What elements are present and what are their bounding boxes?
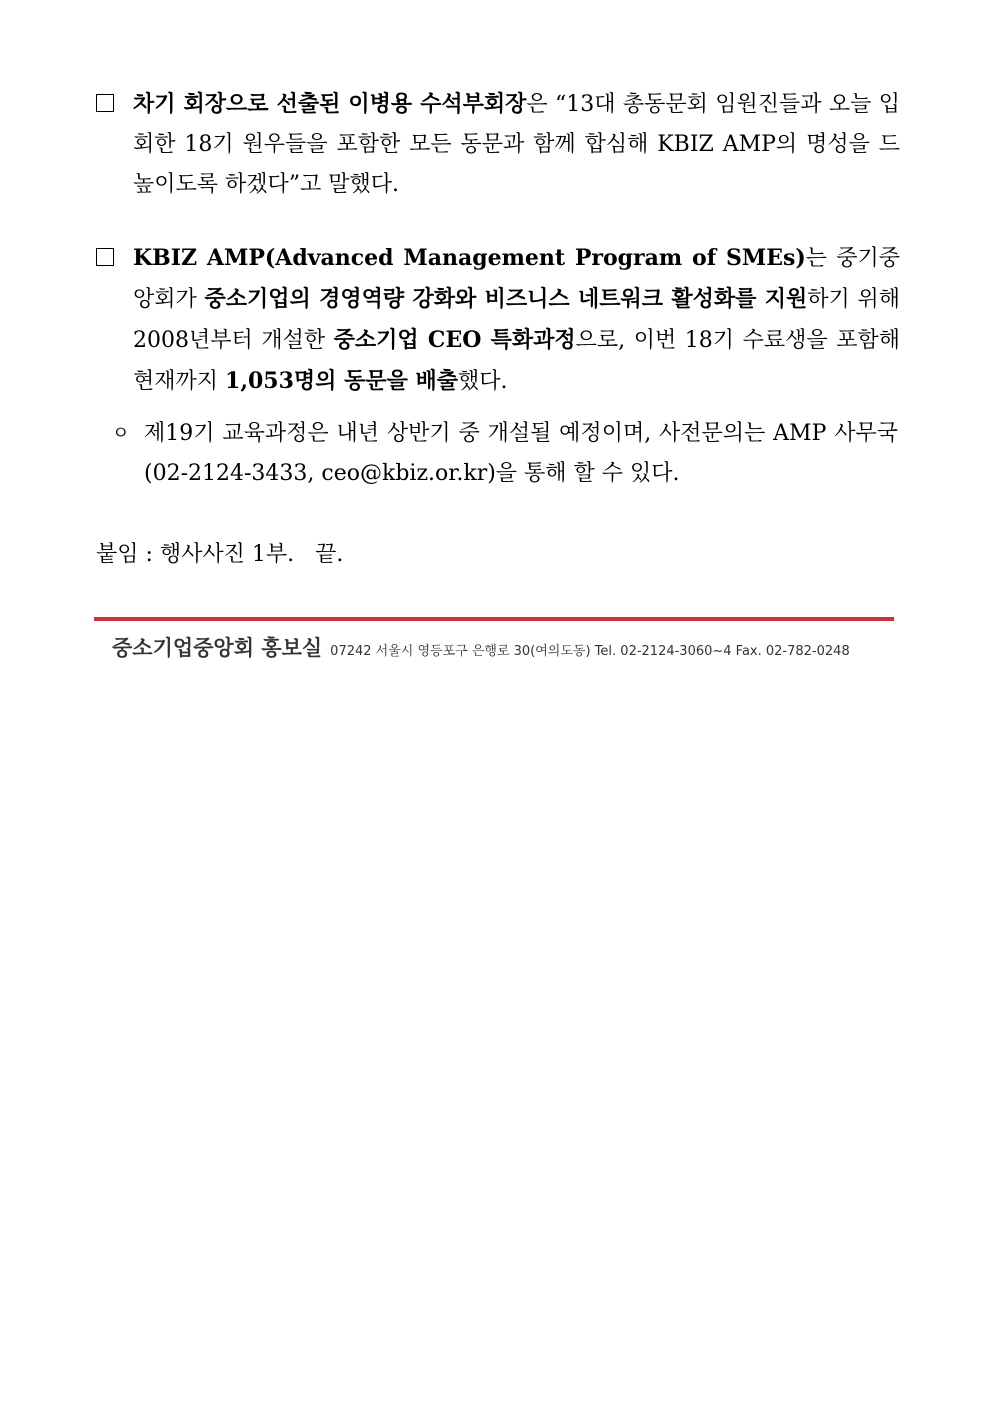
sub-item-text: 제19기 교육과정은 내년 상반기 중 개설될 예정이며, 사전문의는 AMP 사무국(02-2124-3433, ceo@kbiz.or.kr)을 통해 할 수 있다. xyxy=(144,421,898,486)
footer-divider xyxy=(94,617,894,621)
footer-organization: 중소기업중앙회 홍보실 xyxy=(112,636,323,660)
program-name: KBIZ AMP(Advanced Management Program of SMEs) xyxy=(133,245,806,271)
checkbox-bullet-icon xyxy=(96,248,114,266)
footer xyxy=(112,632,892,666)
paragraph-body xyxy=(133,84,900,205)
paragraph-text: 하기 위해 2008년부터 개설한 xyxy=(133,287,900,353)
paragraph-text: 은 “13대 총동문회 임원진들과 오늘 입회한 18기 원우들을 포함한 모든 동문과 함께 합심해 KBIZ AMP의 명성을 드높이도록 하겠다”고 말했다. xyxy=(133,92,900,197)
paragraph-kbiz-amp xyxy=(96,238,900,402)
attachment-note: 붙임 : 행사사진 1부. 끝. xyxy=(96,542,344,567)
program-type: 중소기업 CEO 특화과정 xyxy=(333,327,576,353)
paragraph-body xyxy=(133,238,900,402)
paragraph-text: 했다. xyxy=(458,369,508,394)
paragraph-text: 는 중기중앙회가 xyxy=(133,246,900,312)
paragraph-text: 으로, 이번 18기 수료생을 포함해 현재까지 xyxy=(133,328,900,394)
program-purpose: 중소기업의 경영역량 강화와 비즈니스 네트워크 활성화를 지원 xyxy=(204,286,808,312)
footer-address: 07242 서울시 영등포구 은행로 30(여의도동) Tel. 02-2124-3060~4 Fax. 02-782-0248 xyxy=(330,644,850,659)
checkbox-bullet-icon xyxy=(96,94,114,112)
sub-item-next-course xyxy=(112,414,898,494)
circle-bullet-icon: ㅇ xyxy=(112,423,130,444)
bold-lead: 차기 회장으로 선출된 이병용 수석부회장 xyxy=(133,91,527,117)
alumni-count: 1,053명의 동문을 배출 xyxy=(225,368,458,394)
paragraph-successor-remarks xyxy=(96,84,900,205)
